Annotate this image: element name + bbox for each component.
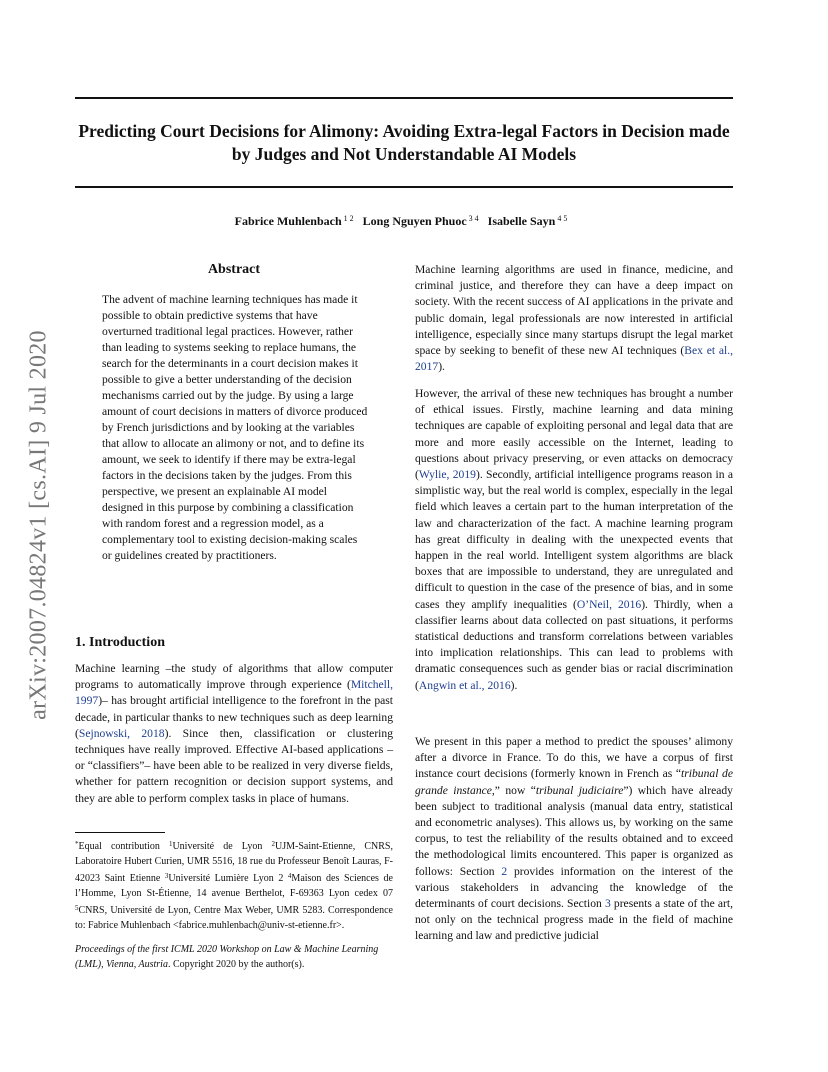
text-run: UJM-Saint-Etienne, CNRS, Laboratoire Hubert Curien, UMR 5516, 18 rue du Professeur Benoît Lauras, F-42023 Saint Etienne <box>75 841 393 885</box>
citation-link[interactable]: Angwin et al., 2016 <box>418 678 511 692</box>
text-run: Université de Lyon <box>172 841 272 852</box>
body-paragraph <box>415 386 733 694</box>
author-affiliation: 3 4 <box>468 214 479 223</box>
footnote-rule <box>75 832 165 833</box>
text-run: presents a state of the art, not only on the technical progress made in the field of machine learning and law and predictive judicial <box>415 897 733 943</box>
text-run: We present in this paper a method to predict the spouses’ alimony after a divorce in France. To do this, we have a corpus of first instance court decisions (formerly known in French as “ <box>415 735 733 781</box>
citation-link[interactable]: Bex et al., 2017 <box>415 344 733 374</box>
intro-paragraph <box>75 661 393 807</box>
citation-link[interactable]: Mitchell, 1997 <box>75 678 393 708</box>
text-run: ). Secondly, artificial intelligence programs reason in a simplistic way, but the real world is complex, especially in the legal field which leaves a certain part to the human interpretation of the law and characterization of the fact. A machine learning program has great difficulty in dealing with the unexpected events that happen in the real world. Intelligent system algorithms are black boxes that are impossible to understand, they are unregulated and difficult to question in the case of the presence of bias, and in some cases they amplify inequalities ( <box>415 468 733 611</box>
text-run: Machine learning algorithms are used in finance, medicine, and criminal justice, and therefore they can have a deep impact on society. With the recent success of AI applications in the private and public domain, legal professionals are now interested in artificial intelligence, especially since many startups disrupt the legal market space by seeking to benefit of these new AI techniques ( <box>415 263 733 358</box>
author-name: Isabelle Sayn <box>487 214 556 228</box>
text-run: CNRS, Université de Lyon, Centre Max Weber, UMR 5283. Correspondence to: Fabrice Muhlenbach <fabrice.muhlenbach@univ-st-etienne.fr>. <box>75 905 393 931</box>
text-run: ). Thirdly, when a classifier learns about data collected on past situations, it performs statistical deductions and transform correlations between variables into implication relationships. This can lead to problems with dramatic consequences such as gender bias or racial discrimination ( <box>415 597 733 692</box>
section-heading-introduction: 1. Introduction <box>75 635 165 650</box>
footnote-mark: 1 <box>168 840 173 848</box>
body-paragraph <box>415 262 733 375</box>
author-name: Fabrice Muhlenbach <box>234 214 342 228</box>
author-name: Long Nguyen Phuoc <box>362 214 467 228</box>
text-run: Machine learning –the study of algorithms that allow computer programs to automatically improve through experience ( <box>75 662 393 692</box>
footnote-mark: 2 <box>271 840 275 848</box>
abstract-text: The advent of machine learning techniques has made it possible to obtain predictive systems that have overturned traditional legal practices. However, rather than leading to systems seeking to replace humans, the search for the determinants in a court decision makes it possible to give a better understanding of the decision mechanisms carried out by the judge. By using a large amount of court decisions in matters of divorce produced by French jurisdictions and by looking at the variables that allow to allocate an alimony or not, and to define its amount, we seek to identify if there may be extra-legal factors in the decisions taken by the judges. From this perspective, we present an explainable AI model designed in this purpose by combining a classification with random forest and a regression model, as a complementary tool to existing decision-making scales or guidelines created by practitioners. <box>102 293 368 562</box>
italic-term: tribunal judiciaire <box>535 783 624 797</box>
text-run: ). <box>510 678 518 692</box>
footnote-mark: 4 <box>287 872 292 881</box>
italic-term: tribunal de grande instance <box>415 767 733 797</box>
text-run: Maison des Sciences de l’Homme, Lyon St-Étienne, 14 avenue Berthelot, F-69363 Lyon cedex 07 <box>75 873 393 899</box>
abstract-heading: Abstract <box>207 262 261 277</box>
section-link[interactable]: 3 <box>604 897 611 911</box>
text-run: ,” now “ <box>491 783 536 797</box>
citation-link[interactable]: Sejnowski, 2018 <box>78 726 165 740</box>
citation-link[interactable]: O’Neil, 2016 <box>576 597 642 611</box>
citation-link[interactable]: Wylie, 2019 <box>418 468 476 482</box>
proceedings-note <box>75 943 393 972</box>
arxiv-identifier: arXiv:2007.04824v1 [cs.AI] 9 Jul 2020 <box>25 330 52 720</box>
text-run: However, the arrival of these new techniques has brought a number of ethical issues. Firstly, machine learning and data mining techniques are capable of exploiting personal and legal data that are more and more easily accessible on the Internet, leading to questions about privacy preserving, or even attacks on democracy ( <box>415 387 733 482</box>
footnote-mark: 5 <box>75 904 79 913</box>
author-affiliation: 1 2 <box>343 214 354 223</box>
top-rule <box>75 97 733 99</box>
text-run: )– has brought artificial intelligence to the forefront in the past decade, in particular thanks to new techniques such as deep learning ( <box>75 694 393 740</box>
copyright-text: . Copyright 2020 by the author(s). <box>167 958 305 970</box>
footnote-mark: 3 <box>164 872 169 881</box>
text-run: ). <box>438 360 445 374</box>
section-link[interactable]: 2 <box>501 864 508 878</box>
affiliation-footnote <box>75 837 393 934</box>
footnote-mark: * <box>75 840 79 848</box>
text-run: ). Since then, classification or clustering techniques have really improved. Effective AI-based applications –or “classifiers”– have been able to be realized in very diverse fields, whether for pattern recognition or decision support systems, and they are able to perform complex tasks in place of humans. <box>75 726 393 805</box>
text-run: Equal contribution <box>78 841 169 852</box>
paper-title: Predicting Court Decisions for Alimony: Avoiding Extra-legal Factors in Decision made by Judges and Not Understandable AI Models <box>78 121 730 164</box>
text-run: Université Lumière Lyon 2 <box>168 873 288 885</box>
author-affiliation: 4 5 <box>557 214 568 223</box>
title-bottom-rule <box>75 186 733 188</box>
author-list <box>75 214 733 229</box>
text-run: provides information on the interest of the various stakeholders in advancing the knowledge of the determinants of court decisions. Section <box>415 864 734 911</box>
text-run: ”) which have already been subject to traditional analysis (manual data entry, statistical and econometric analyses). This allows us, by working on the same corpus, to test the reliability of the results obtained and to exceed the methodological limits encountered. This paper is organized as follows: Section <box>415 783 733 878</box>
proceedings-venue: Proceedings of the first ICML 2020 Workshop on Law & Machine Learning (LML), Vienna, Austria <box>75 944 379 970</box>
body-paragraph <box>415 734 733 945</box>
